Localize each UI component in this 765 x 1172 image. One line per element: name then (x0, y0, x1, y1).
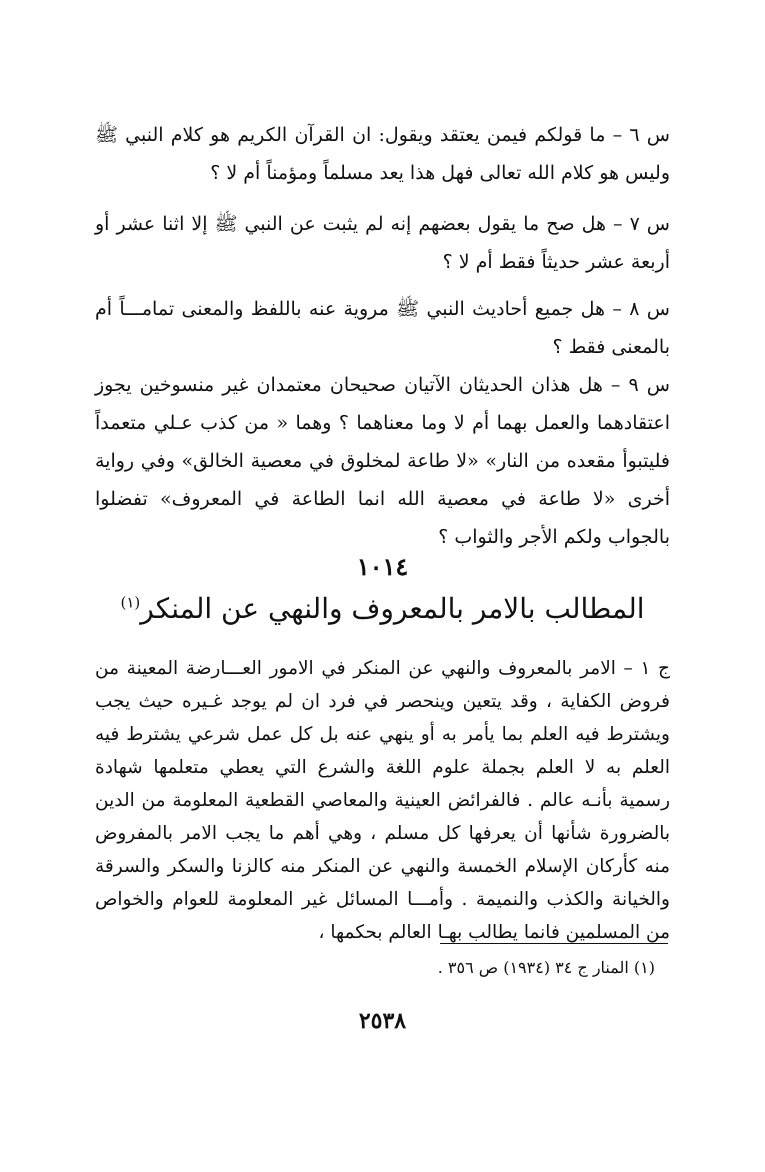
page-number: ٢٥٣٨ (358, 1008, 407, 1034)
footnote-divider (440, 943, 668, 944)
question-7: س ٧ – هل صح ما يقول بعضهم إنه لم يثبت عن النبي ﷺ إلا اثنا عشر أو أربعة عشر حديثاً فقط أم لا ؟ (95, 213, 670, 273)
footnote: (١) المنار ج ٣٤ (١٩٣٤) ص ٣٥٦ . (437, 958, 655, 977)
section-number: ١٠١٤ (356, 552, 409, 581)
answer-paragraph: ج ١ – الامر بالمعروف والنهي عن المنكر في الامور العـــارضة المعينة من فروض الكفاية ، وقد يتعين وينحصر في فرد ان لم يوجد غـيره حيث يجب ويشترط فيه العلم بما يأمر به أو ينهي عنه بل كل عمل شرعي يشترط فيه العلم به لا العلم بجملة علوم اللغة والشرع التي يعطي متعلمها شهادة رسمية بأنـه عالم . فالفرائض العينية والمعاصي القطعية المعلومة من الدين بالضرورة شأنها أن يعرفها كل مسلم ، وهي أهم ما يجب الامر بالمفروض منه كأركان الإسلام الخمسة والنهي عن المنكر منه كالزنا والسكر والسرقة والخيانة والكذب والنميمة . وأمـــا المسائل غير المعلومة للعوام والخواص من المسلمين فانما يطالب بهـا العالم بحكمها ، (95, 658, 671, 943)
question-8: س ٨ – هل جميع أحاديث النبي ﷺ مروية عنه باللفظ والمعنى تمامـــاً أم بالمعنى فقط ؟ (95, 298, 671, 358)
question-9: س ٩ – هل هذان الحديثان الآتيان صحيحان معتمدان غير منسوخين يجوز اعتقادهما والعمل بهما أم لا وما معناهما ؟ وهما « من كذب عـلي متعمداً فليتبوأ مقعده من النار» «لا طاعة لمخلوق في معصية الخالق» وفي رواية أخرى «لا طاعة في معصية الله انما الطاعة في المعروف» تفضلوا بالجواب ولكم الأجر والثواب ؟ (95, 374, 670, 548)
question-6: س ٦ – ما قولكم فيمن يعتقد ويقول: ان القرآن الكريم هو كلام النبي ﷺ وليس هو كلام الله تعالى فهل هذا يعد مسلماً ومؤمناً أم لا ؟ (95, 124, 670, 184)
section-title-block (0, 592, 765, 625)
footnote-marker: (١) (120, 593, 141, 612)
section-title: المطالب بالامر بالمعروف والنهي عن المنكر (140, 592, 645, 625)
